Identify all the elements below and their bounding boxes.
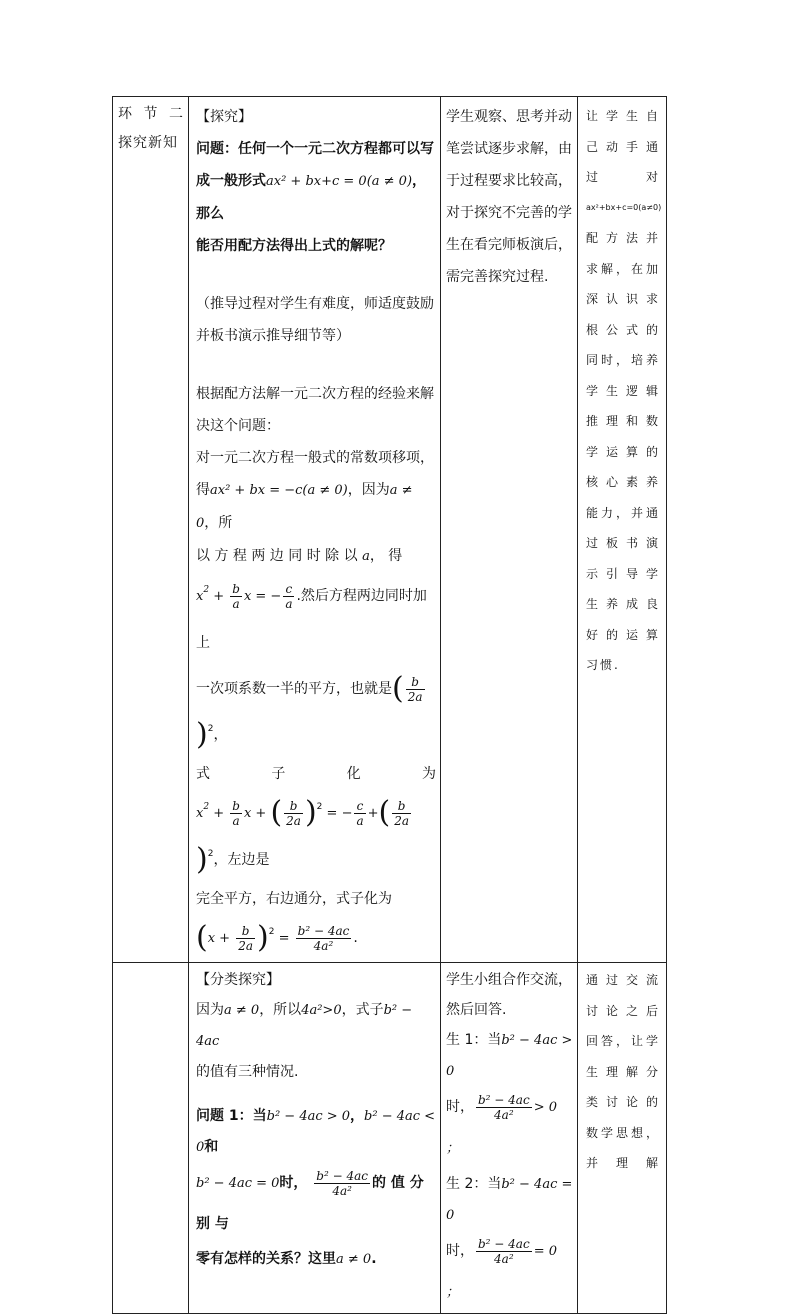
section-tag: 【探究】 [196, 109, 252, 125]
derivation-line-10: 完全平方，右边通分，式子化为 [196, 891, 392, 907]
intent-line-18: 好的运算 [586, 627, 660, 642]
question-1-line-3: 零有怎样的关系？这里a ≠ 0. [196, 1251, 377, 1267]
intent-line-5: 配方法并 [586, 231, 660, 245]
classify-intent-cell [578, 963, 667, 1314]
classify-intent-line-1: 通过交流 [586, 973, 660, 987]
intent-line-6: 求解，在加 [586, 261, 660, 276]
intent-line-2: 己动手通 [586, 139, 660, 154]
student-1-answer: 生 1：当b² − 4ac > 0 [446, 1032, 573, 1079]
classify-tag: 【分类探究】 [196, 972, 280, 988]
intent-line-12: 学运算的 [586, 444, 660, 459]
stage-cell-empty [113, 963, 189, 1314]
stage-title: 探究新知 [118, 135, 178, 151]
student-line-2: 笔尝试逐步求解，由 [446, 141, 572, 157]
section-explore-row [113, 97, 667, 963]
classify-line-2: 的值有三种情况. [196, 1064, 299, 1080]
student-activity-cell [441, 97, 578, 963]
derivation-line-9: $x^2$ + $\frac{b}{a}$ x + ( $\frac{b}{2a}$ )$^2$ = − $\frac{c}{a}$ +( $\frac{b}{2a}$ )$^2$，左边是 [196, 795, 410, 877]
derivation-line-3: 对一元二次方程一般式的常数项移项， [196, 450, 434, 466]
classify-intent-line-3: 回答，让学 [586, 1034, 660, 1048]
intent-line-3: 过对 [586, 170, 660, 184]
student-line-1: 学生观察、思考并动 [446, 109, 572, 125]
classify-intent-line-7: 并理解 [586, 1156, 660, 1170]
stage-label: 环 节 二 [118, 106, 184, 122]
student-line-5: 生在看完师板演后， [446, 237, 572, 253]
student-line-4: 对于探究不完善的学 [446, 205, 572, 221]
classify-intent-line-2: 讨论之后 [586, 1003, 660, 1018]
classify-intent-line-4: 生理解分 [586, 1064, 660, 1079]
intent-line-1: 让学生自 [586, 109, 660, 123]
intent-line-14: 能力，并通 [586, 505, 660, 520]
intent-line-9: 同时，培养 [586, 353, 660, 367]
intent-line-4: ax²+bx+c=0(a≠0) [586, 202, 662, 212]
derivation-line-2: 决这个问题： [196, 418, 280, 434]
question-line-3: 能否用配方法得出上式的解呢？ [196, 238, 392, 254]
classify-intent-line-6: 数学思想， [586, 1125, 660, 1140]
classify-intent-line-5: 类讨论的 [586, 1095, 660, 1109]
student-1-answer-cont: 时， $\frac{\text{b² − 4ac}}{\text{4a²}}$ > 0 ； [446, 1092, 557, 1156]
question-1-line-2: b² − 4ac = 0时， $\frac{\text{b² − 4ac}}{\text{4a²}}$ 的 值 分 别 与 [196, 1168, 424, 1232]
classify-content-cell [189, 963, 441, 1314]
derivation-line-7: 一次项系数一半的平方，也就是( $\frac{b}{2a}$ )$^2$， [196, 671, 423, 752]
intent-line-10: 学生逻辑 [586, 383, 660, 398]
student-line-6: 需完善探究过程. [446, 269, 549, 285]
question-1-line-1: 问题 1：当b² − 4ac > 0，b² − 4ac < 0和 [196, 1108, 436, 1155]
classify-student-line-2: 然后回答. [446, 1002, 507, 1018]
student-2-answer-cont: 时， $\frac{\text{b² − 4ac}}{\text{4a²}}$ = 0 ； [446, 1236, 557, 1300]
intent-line-16: 示引导学 [586, 566, 660, 581]
derivation-line-6: $x^2$ + $\frac{b}{a}$ x = − $\frac{c}{a}$ .然后方程两边同时加上 [196, 581, 427, 651]
derivation-line-1: 根据配方法解一元二次方程的经验来解 [196, 386, 434, 402]
derivation-line-8: 式 子 化 为 [196, 766, 436, 782]
classify-line-1: 因为a ≠ 0，所以4a²>0，式子b² − 4ac [196, 1002, 413, 1049]
classify-student-cell [441, 963, 578, 1314]
section-classify-row [113, 963, 667, 1314]
intent-line-7: 深认识求 [586, 292, 660, 306]
derivation-line-11: (x + $\frac{b}{2a}$ )$^2$ = $\frac{\text{b² − 4ac}}{\text{4a²}}$ . [196, 920, 358, 955]
derivation-line-5: 以 方 程 两 边 同 时 除 以 a， 得 [196, 548, 403, 564]
intent-line-13: 核心素养 [586, 475, 660, 489]
student-line-3: 于过程要求比较高， [446, 173, 572, 189]
derivation-line-4: 得ax² + bx = −c(a ≠ 0)，因为a ≠ 0，所 [196, 482, 413, 531]
question-line-2: 成一般形式ax² + bx+c = 0(a ≠ 0)，那么 [196, 173, 427, 222]
general-form-equation: ax² + bx+c = 0(a ≠ 0) [266, 174, 413, 189]
intent-line-8: 根公式的 [586, 322, 660, 337]
question-line-1: 问题：任何一个一元二次方程都可以写 [196, 141, 434, 157]
stage-cell [113, 97, 189, 963]
teacher-note-2: 并板书演示推导细节等） [196, 328, 350, 344]
lesson-plan-table [112, 96, 667, 1314]
student-2-answer: 生 2：当b² − 4ac = 0 [446, 1176, 573, 1223]
teaching-content-cell [189, 97, 441, 963]
design-intent-cell [578, 97, 667, 963]
intent-line-19: 习惯. [586, 658, 620, 672]
teacher-note-1: （推导过程对学生有难度，师适度鼓励 [196, 296, 434, 312]
intent-line-17: 生养成良 [586, 597, 660, 611]
intent-line-15: 过板书演 [586, 536, 660, 550]
classify-student-line-1: 学生小组合作交流， [446, 972, 572, 988]
intent-line-11: 推理和数 [586, 414, 660, 428]
